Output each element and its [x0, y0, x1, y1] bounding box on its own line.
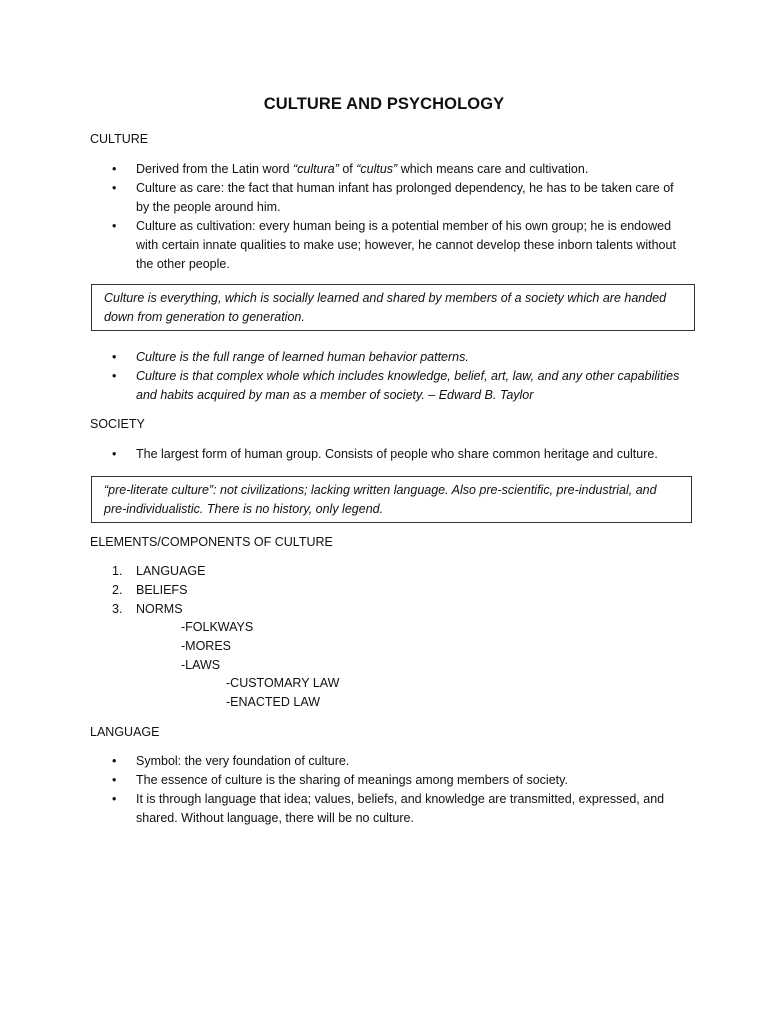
list-item: 2. BELIEFS — [112, 583, 188, 597]
bullet-icon: • — [112, 350, 117, 364]
section-heading-language: LANGUAGE — [90, 725, 160, 739]
norms-sub-item: -MORES — [181, 639, 231, 653]
list-item: • Symbol: the very foundation of culture. — [90, 752, 690, 771]
section-heading-elements: ELEMENTS/COMPONENTS OF CULTURE — [90, 535, 333, 549]
list-item: • It is through language that idea; values, beliefs, and knowledge are transmitted, expressed, and shared. Without language, there will be no culture. — [112, 792, 665, 825]
document-title: CULTURE AND PSYCHOLOGY — [263, 95, 505, 113]
list-item: 1. LANGUAGE — [112, 564, 206, 578]
bullet-icon: • — [112, 219, 117, 233]
culture-definition-list — [90, 348, 690, 405]
bullet-icon: • — [112, 792, 117, 806]
norms-sub-item: -LAWS — [181, 658, 221, 672]
laws-sub-item: -CUSTOMARY LAW — [226, 676, 340, 690]
language-bullet-list — [90, 752, 690, 828]
laws-sub-item: -ENACTED LAW — [226, 695, 320, 709]
list-item: • Culture as cultivation: every human being is a potential member of his own group; he is endowed with certain innate qualities to make use; however, he cannot develop these inborn talents without the other people. — [112, 219, 676, 271]
elements-numbered-list — [90, 562, 490, 619]
list-item: • Culture as care: the fact that human infant has prolonged dependency, he has to be taken care of by the people around him. — [112, 181, 674, 214]
list-item: • Culture is that complex whole which includes knowledge, belief, art, law, and any other capabilities and habits acquired by man as a member of society. – Edward B. Taylor — [112, 369, 680, 402]
bullet-icon: • — [112, 773, 117, 787]
bullet-icon: • — [112, 369, 117, 383]
pre-literate-culture-box: “pre-literate culture”: not civilizations; lacking written language. Also pre-scientific, pre-industrial, and pre-individualistic. There is no history, only legend. — [91, 476, 692, 523]
list-item: • Derived from the Latin word “cultura” of “cultus” which means care and cultivation. — [90, 160, 690, 179]
bullet-icon: • — [112, 447, 117, 461]
society-bullet-list — [90, 445, 690, 464]
list-item: • The essence of culture is the sharing of meanings among members of society. — [90, 771, 690, 790]
culture-bullet-list — [90, 160, 690, 274]
section-heading-culture: CULTURE — [90, 132, 149, 146]
bullet-icon: • — [112, 754, 117, 768]
norms-sub-item: -FOLKWAYS — [181, 620, 254, 634]
culture-definition-box: Culture is everything, which is socially learned and shared by members of a society which are handed down from generation to generation. — [91, 284, 695, 331]
section-heading-society: SOCIETY — [90, 417, 145, 431]
bullet-icon: • — [112, 162, 117, 176]
bullet-icon: • — [112, 181, 117, 195]
list-item: • Culture is the full range of learned human behavior patterns. — [90, 348, 690, 367]
list-item: • The largest form of human group. Consists of people who share common heritage and culture. — [90, 445, 690, 464]
list-item: 3. NORMS — [112, 602, 183, 616]
